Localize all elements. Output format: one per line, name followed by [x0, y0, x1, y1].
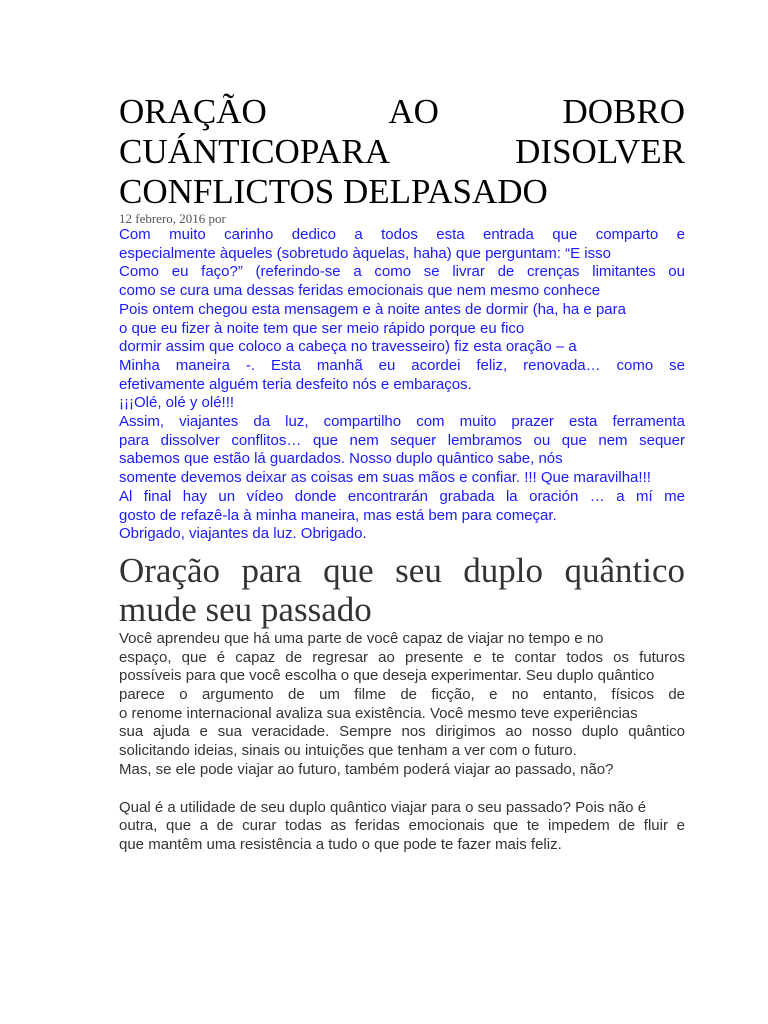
page-title: [119, 92, 685, 212]
intro-line: Assim, viajantes da luz, compartilho com muito prazer esta ferramenta: [119, 413, 685, 431]
intro-line: Al final hay un vídeo donde encontrarán grabada la oración … a mí me: [119, 487, 685, 505]
body-line: espaço, que é capaz de regresar ao presente e te contar todos os futuros: [119, 648, 685, 666]
section-heading-line: Oração para que seu duplo quântico: [119, 550, 685, 590]
intro-line: ¡¡¡Olé, olé y olé!!!: [119, 394, 235, 412]
body-line: Qual é a utilidade de seu duplo quântico viajar para o seu passado? Pois não é: [119, 798, 647, 816]
intro-line: para dissolver conflitos… que nem sequer lembramos ou que nem sequer: [119, 431, 685, 449]
intro-line: gosto de refazê-la à minha maneira, mas está bem para começar.: [119, 506, 557, 524]
title-line: ORAÇÃO AO DOBRO: [119, 92, 685, 131]
body-line: parece o argumento de um filme de ficção, e no entanto, físicos de: [119, 686, 685, 704]
intro-line: o que eu fizer à noite tem que ser meio rápido porque eu fico: [119, 319, 525, 337]
body-line: o renome internacional avaliza sua existência. Você mesmo teve experiências: [119, 704, 638, 722]
intro-line: dormir assim que coloco a cabeça no travesseiro) fiz esta oração – a: [119, 338, 577, 356]
intro-line: Com muito carinho dedico a todos esta entrada que comparto e: [119, 226, 685, 243]
section-heading: [119, 551, 685, 629]
intro-line: somente devemos deixar as coisas em suas mãos e confiar. !!! Que maravilha!!!: [119, 469, 651, 487]
document-page: [119, 92, 685, 855]
body-paragraph-2: [119, 799, 685, 855]
intro-line: Minha maneira -. Esta manhã eu acordei feliz, renovada… como se: [119, 356, 685, 374]
intro-line: Obrigado, viajantes da luz. Obrigado.: [119, 525, 367, 543]
body-line: solicitando ideias, sinais ou intuições que tenham a ver com o futuro.: [119, 742, 577, 760]
intro-line: sabemos que estão lá guardados. Nosso duplo quântico sabe, nós: [119, 450, 563, 468]
intro-line: Como eu faço?” (referindo-se a como se livrar de crenças limitantes ou: [119, 263, 685, 281]
body-paragraph-1: [119, 630, 685, 780]
intro-line: especialmente àqueles (sobretudo àquelas, haha) que perguntam: “E isso: [119, 244, 611, 262]
body-line: que mantêm uma resistência a tudo o que pode te fazer mais feliz.: [119, 835, 562, 853]
section-heading-line: mude seu passado: [119, 589, 372, 629]
body-line: possíveis para que você escolha o que deseja experimentar. Seu duplo quântico: [119, 667, 655, 685]
body-line: outra, que a de curar todas as feridas emocionais que te impedem de fluir e: [119, 817, 685, 835]
intro-line: Pois ontem chegou esta mensagem e à noite antes de dormir (ha, ha e para: [119, 300, 626, 318]
intro-line: efetivamente alguém teria desfeito nós e embaraços.: [119, 375, 472, 393]
title-line: CUÁNTICOPARA DISOLVER: [119, 132, 685, 171]
body-line: sua ajuda e sua veracidade. Sempre nos dirigimos ao nosso duplo quântico: [119, 723, 685, 741]
post-date-byline: 12 febrero, 2016 por: [119, 211, 226, 226]
body-line: Mas, se ele pode viajar ao futuro, também poderá viajar ao passado, não?: [119, 760, 614, 778]
body-line: Você aprendeu que há uma parte de você capaz de viajar no tempo e no: [119, 629, 604, 647]
intro-text: [119, 226, 685, 544]
title-line: CONFLICTOS DELPASADO: [119, 172, 548, 211]
intro-line: como se cura uma dessas feridas emocionais que nem mesmo conhece: [119, 282, 601, 300]
